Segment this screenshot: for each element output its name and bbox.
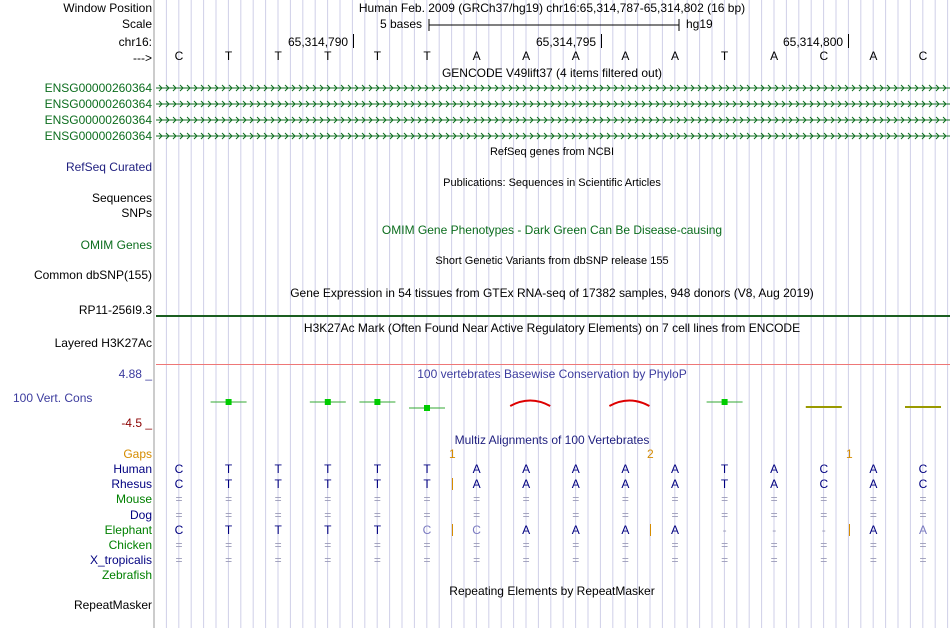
alignment-base: = (324, 492, 332, 507)
phylop-max-label: 4.88 _ (118, 367, 152, 381)
alignment-base: = (274, 507, 282, 522)
alignment-base: = (175, 553, 183, 568)
position-tick (353, 34, 354, 48)
refseq-track-title: RefSeq genes from NCBI (489, 146, 615, 158)
phylop-score-marker (374, 399, 380, 405)
alignment-base: A (770, 477, 779, 492)
alignment-base: = (225, 553, 233, 568)
alignment-base: A (571, 522, 580, 537)
alignment-base: A (472, 462, 481, 476)
alignment-base: = (473, 553, 481, 568)
alignment-base: = (572, 553, 580, 568)
alignment-base: = (274, 538, 282, 552)
alignment-base: = (473, 492, 481, 507)
alignment-base: T (324, 522, 332, 537)
alignment-base: = (522, 538, 530, 552)
alignment-base: = (175, 507, 183, 522)
alignment-base: = (373, 492, 381, 507)
alignment-base: = (373, 553, 381, 568)
reference-base: T (423, 49, 431, 63)
alignment-base: T (373, 522, 382, 537)
alignment-base: A (571, 477, 580, 492)
alignment-base: T (274, 462, 282, 476)
repeatmasker-track-title: Repeating Elements by RepeatMasker (449, 584, 655, 598)
alignment-base: A (869, 462, 878, 476)
phylop-label[interactable]: 100 Vert. Cons (13, 391, 93, 405)
gencode-gene-features[interactable] (156, 80, 950, 144)
reference-base: C (918, 49, 928, 63)
omim-label[interactable]: OMIM Genes (80, 238, 152, 252)
gap-count: 2 (647, 447, 654, 461)
gap-count: 1 (449, 447, 456, 461)
reference-base: C (174, 49, 184, 63)
alignment-base: = (225, 507, 233, 522)
window-position-label: Window Position (63, 1, 152, 15)
position-tick-label: 65,314,800 (783, 35, 844, 49)
alignment-base: A (472, 477, 481, 492)
alignment-base: = (473, 538, 481, 552)
position-tick-label: 65,314,790 (288, 35, 349, 49)
alignment-base: = (572, 492, 580, 507)
reference-base: T (274, 49, 282, 63)
alignment-base: = (522, 492, 530, 507)
alignment-base: = (869, 538, 877, 552)
alignment-base: = (919, 553, 927, 568)
reference-base: C (819, 49, 829, 63)
alignment-base: = (721, 507, 729, 522)
reference-base: A (770, 49, 779, 63)
alignment-base: C (422, 522, 432, 537)
alignment-base: C (918, 462, 928, 476)
h3k27ac-track-title: H3K27Ac Mark (Often Found Near Active Regulatory Elements) on 7 cell lines from ENCODE (303, 321, 801, 335)
alignment-base: = (423, 538, 431, 552)
alignment-base: = (274, 553, 282, 568)
species-label[interactable]: Zebrafish (101, 568, 152, 583)
alignment-base: = (869, 492, 877, 507)
alignment-base: A (869, 522, 878, 537)
position-tick (848, 34, 849, 48)
phylop-negative-peak (609, 401, 649, 407)
alignment-base: = (671, 492, 679, 507)
refseq-label[interactable]: RefSeq Curated (65, 160, 152, 174)
chrom-label: chr16: (118, 35, 152, 49)
alignment-base: C (472, 522, 481, 537)
alignment-base: A (670, 522, 679, 537)
gtex-gene-bar[interactable] (156, 315, 950, 317)
gencode-item-label[interactable]: ENSG00000260364 (44, 97, 152, 111)
alignment-base: = (324, 538, 332, 552)
alignment-base: - (772, 522, 777, 537)
alignment-base: = (473, 507, 481, 522)
omim-track-title: OMIM Gene Phenotypes - Dark Green Can Be Disease-causing (381, 223, 723, 237)
alignment-base: = (820, 538, 828, 552)
h3k27ac-baseline (156, 364, 950, 365)
alignment-base: A (621, 477, 630, 492)
reference-base: T (720, 49, 729, 63)
strand-arrow-label: ---> (133, 51, 152, 65)
scale-assembly: hg19 (686, 17, 713, 31)
phylop-score-marker (424, 405, 430, 411)
alignment-base: A (522, 522, 531, 537)
alignment-base: = (175, 492, 183, 507)
alignment-base: = (274, 492, 282, 507)
reference-base: A (621, 49, 630, 63)
alignment-base: - (821, 522, 826, 537)
alignment-base: = (423, 492, 431, 507)
alignment-base: - (722, 522, 727, 537)
alignment-base: = (175, 538, 183, 552)
alignment-base: = (869, 553, 877, 568)
alignment-base: = (423, 553, 431, 568)
species-label[interactable]: Rhesus (111, 477, 152, 492)
alignment-base: = (770, 507, 778, 522)
gap-count: 1 (846, 447, 853, 461)
alignment-base: C (174, 522, 184, 537)
phylop-track-title: 100 vertebrates Basewise Conservation by PhyloP (417, 367, 687, 381)
alignment-base: = (423, 507, 431, 522)
phylop-score-marker (722, 399, 728, 405)
alignment-base: = (919, 507, 927, 522)
alignment-base: T (224, 477, 233, 492)
phylop-min-label: -4.5 _ (121, 416, 152, 430)
alignment-base: C (174, 477, 184, 492)
alignment-base: A (670, 462, 679, 476)
alignment-base: = (919, 538, 927, 552)
gaps-label: Gaps (123, 447, 152, 461)
reference-base: T (224, 49, 233, 63)
publications-track-title: Publications: Sequences in Scientific Articles (443, 177, 661, 189)
position-tick (601, 34, 602, 48)
reference-base: T (324, 49, 332, 63)
reference-base: A (522, 49, 531, 63)
dbsnp-label[interactable]: Common dbSNP(155) (33, 268, 152, 282)
reference-base: A (869, 49, 878, 63)
alignment-base: = (671, 507, 679, 522)
sequences-label[interactable]: Sequences (91, 191, 152, 205)
alignment-base: T (720, 462, 729, 476)
alignment-base: T (423, 462, 431, 476)
alignment-base: C (918, 477, 928, 492)
alignment-base: = (572, 507, 580, 522)
gencode-item-label[interactable]: ENSG00000260364 (44, 129, 152, 143)
alignment-base: C (819, 477, 829, 492)
alignment-base: = (225, 492, 233, 507)
gtex-track-title: Gene Expression in 54 tissues from GTEx RNA-seq of 17382 samples, 948 donors (V8, Aug 2019) (290, 286, 814, 300)
alignment-base: T (274, 522, 282, 537)
scale-text: 5 bases (380, 17, 423, 31)
alignment-base: A (522, 477, 531, 492)
alignment-base: = (671, 538, 679, 552)
alignment-base: = (572, 538, 580, 552)
h3k27ac-label[interactable]: Layered H3K27Ac (54, 336, 152, 350)
reference-base: T (373, 49, 382, 63)
alignment-base: = (919, 492, 927, 507)
alignment-base: A (621, 522, 630, 537)
scale-label: Scale (121, 17, 152, 31)
alignment-base: = (869, 507, 877, 522)
alignment-base: = (770, 538, 778, 552)
alignment-base: = (373, 507, 381, 522)
reference-base: A (472, 49, 481, 63)
alignment-base: = (820, 507, 828, 522)
alignment-base: A (621, 462, 630, 476)
alignment-base: T (720, 477, 729, 492)
alignment-base: A (522, 462, 531, 476)
alignment-base: = (225, 538, 233, 552)
species-label[interactable]: Elephant (104, 522, 152, 537)
repeatmasker-label[interactable]: RepeatMasker (73, 598, 152, 612)
alignment-base: C (819, 462, 829, 476)
alignment-base: T (423, 477, 431, 492)
alignment-base: C (174, 462, 184, 476)
phylop-negative-peak (510, 401, 550, 407)
dbsnp-track-title: Short Genetic Variants from dbSNP release 155 (435, 255, 669, 267)
alignment-base: = (820, 553, 828, 568)
alignment-base: = (621, 538, 629, 552)
alignment-base: = (770, 492, 778, 507)
phylop-conservation-plot[interactable] (156, 392, 950, 422)
alignment-base: = (324, 553, 332, 568)
reference-base: A (571, 49, 580, 63)
alignment-base: T (373, 477, 382, 492)
alignment-base: = (671, 553, 679, 568)
alignment-base: A (571, 462, 580, 476)
alignment-base: A (869, 477, 878, 492)
alignment-base: = (324, 507, 332, 522)
alignment-base: = (522, 553, 530, 568)
alignment-base: = (621, 553, 629, 568)
alignment-base: = (770, 553, 778, 568)
phylop-score-marker (325, 399, 331, 405)
alignment-base: A (918, 522, 927, 537)
species-label[interactable]: Chicken (108, 538, 152, 552)
gencode-track-title: GENCODE V49lift37 (4 items filtered out) (441, 66, 663, 80)
reference-base: A (670, 49, 679, 63)
alignment-base: = (522, 507, 530, 522)
alignment-base: = (820, 492, 828, 507)
multiz-track-title: Multiz Alignments of 100 Vertebrates (454, 433, 650, 447)
scale-bar (428, 17, 680, 33)
gencode-item-label[interactable]: ENSG00000260364 (44, 81, 152, 95)
alignment-base: A (770, 462, 779, 476)
alignment-base: T (274, 477, 282, 492)
phylop-score-marker (226, 399, 232, 405)
alignment-base: T (324, 477, 332, 492)
position-tick-label: 65,314,795 (536, 35, 597, 49)
window-position-value: Human Feb. 2009 (GRCh37/hg19) chr16:65,314,787-65,314,802 (16 bp) (358, 1, 746, 15)
insertion-marker (452, 478, 453, 490)
alignment-base: T (373, 462, 382, 476)
gtex-item-label[interactable]: RP11-256I9.3 (78, 303, 152, 317)
species-label[interactable]: X_tropicalis (89, 553, 152, 568)
alignment-base: T (324, 462, 332, 476)
alignment-base: = (721, 538, 729, 552)
alignment-base: T (224, 462, 233, 476)
alignment-base: A (670, 477, 679, 492)
alignment-base: T (224, 522, 233, 537)
species-label[interactable]: Mouse (115, 492, 152, 507)
alignment-base: = (621, 507, 629, 522)
gencode-item-label[interactable]: ENSG00000260364 (44, 113, 152, 127)
alignment-base: = (621, 492, 629, 507)
alignment-base: = (721, 553, 729, 568)
species-label[interactable]: Dog (129, 507, 152, 522)
alignment-base: = (373, 538, 381, 552)
insertion-marker (452, 524, 453, 536)
insertion-marker (849, 524, 850, 536)
alignment-base: = (721, 492, 729, 507)
insertion-marker (650, 524, 651, 536)
species-label[interactable]: Human (113, 462, 152, 476)
snps-label[interactable]: SNPs (121, 206, 152, 220)
